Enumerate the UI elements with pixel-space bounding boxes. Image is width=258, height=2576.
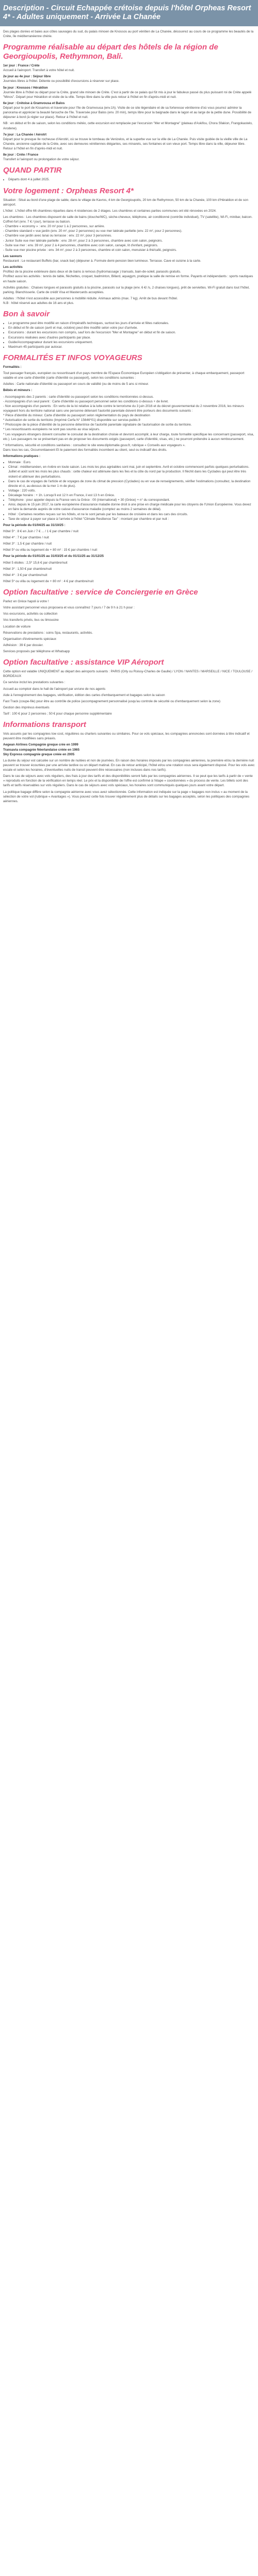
tax-line: Hôtel 3* : 1,5 € par chambre / nuit	[3, 542, 52, 546]
list-item: • Téléphone : pour appeler depuis la France vers la Grèce : 00 (international) + 30 (Grèce) + n° du correspondant.	[8, 498, 255, 502]
transport-intro: Vols assurés par les compagnies low cost, régulières ou charters suivantes ou similaires. Pour ce vols spéciaux, les compagnies annoncées sont données à titre indicatif et peuvent être modifiées sans préavis.	[3, 732, 250, 741]
list-item: • Excursions : durant les excursions non compris, sauf lors de l'excursion "Mer et Montagne" en début et fin de saison.	[8, 330, 255, 335]
tax-period-2: Pour la période du 01/01/25 au 31/03/25 et du 01/11/25 au 31/12/25	[3, 554, 104, 558]
hotel-description: L'hôtel : L'hôtel offre 66 chambres réparties dans 4 résidences de 2 étages. Les chambres et certaines parties communes ont été rénovées en 2024.	[3, 209, 217, 213]
day-6	[3, 101, 255, 120]
list-item: Tarif : 100 € pour 2 personnes ; 50 € pour chaque personne supplémentaire	[3, 712, 112, 716]
page	[0, 0, 258, 805]
transport-regular-flights: Dans le cas de séjours avec vols réguliers, des frais à jour des tarifs et des disponibilités seront faits par les compagnies aériennes. Il se peut que les tarifs à partir de « vente » reproduits en fonction de la vérification en temps réel. Le prix et la disponibilité de l'offre est confirmé à l'étape « coordonnées » du process de vente. Les billets sont des tarifs et tarifs réservables sur vols réguliers. Dans le cas de séjours avec vols spéciaux, les horaires sont communiqués quelques jours avant votre départ.	[3, 774, 253, 788]
when-heading: QUAND PARTIR	[3, 166, 62, 175]
list-item: Vos transferts privés, bus ou limousine	[3, 618, 59, 622]
list-item: • Maximum 45 participants par autocar.	[8, 345, 255, 349]
list-item: • Excursions réalisées avec d'autres participants par place.	[8, 335, 255, 340]
formalities-intro: Tout passager français, européen ou ressortissant d'un pays membre de l'Espace Économique Européen s'obligation de présenter, à chaque embarquement, passeport valable et une carte d'identité (carte d'identité ou passeport), selon les conditions suivantes :	[3, 371, 245, 380]
formalities-adults: Adultes : Carte nationale d'identité ou passeport en cours de validité (ou de moins de 5 ans si mineur.	[3, 382, 149, 386]
hotel-activities	[3, 265, 255, 284]
list-item: Organisation d'événements spéciaux	[3, 637, 57, 641]
main-content	[0, 29, 258, 804]
day-text: Départ pour le port de Kissamos et traversée pour l'île de Gramvousa (env.1h). Visite de ce site légendaire et de sa forteresse vénitienne d'où vous pourrez admirer la panorama et apprécier la beauté farouche de l'île. Traversée pour Balos (env. 20 min), temps libre pour la baignade dans le lagon et au large de la petite dune. Possibilité de déjeuner à bord (à régler sur place). Retour à l'hôtel et nuit.	[3, 106, 251, 120]
tax-line: Hôtel 5 étoiles : 2,5* 15,6 € par chambre/nuit	[3, 561, 68, 565]
formalities-heading: FORMALITÉS ET INFOS VOYAGEURS	[3, 353, 142, 362]
day-8	[3, 152, 255, 162]
transport-companies: Aegean Airlines Compagnie greque crée en 1999 Transavia compagnie Néerlandaise créée en 1965 Sky Express compagnie greque créée en 2005	[3, 743, 80, 756]
practical-info-list	[3, 460, 255, 521]
list-item: • Guide/Accompagnateur durant les excursions uniquement.	[8, 340, 255, 345]
list-item: • Ainsi, depuis le 15 juin 2017, la carte européenne d'assurance maladie donne droit à une prise en charge médicale pour les citoyens de l'Union Européenne. Vous devez en faire la demande auprès de votre caisse d'assurance maladie (comptez au moins 2 semaines de délai).	[8, 502, 255, 512]
list-item: • Hôtel : Certaines recettes reçues sur les hôtels, et ne le sont jamais par les bateaux de croisière et dans les cars des circuits.	[8, 512, 255, 517]
hotel-situation: Situation : Situé au bord d'une plage de sable, dans le village de Kavros, 4 km de Georgioupolis, 20 km de Rethymnon, 50 km de la Chanée, 100 km d'Héraklion et de son aéroport.	[3, 198, 248, 207]
leisure-title: Les saveurs	[3, 254, 22, 258]
tax-period-1: Pour la période du 01/04/25 au 31/10/25 :	[3, 523, 66, 527]
hotel-heading: Votre logement : Orpheas Resort 4*	[3, 186, 134, 195]
day-6-note	[3, 121, 255, 130]
day-title: 6e jour : Crétoise à Gramvousa et Balos	[3, 101, 65, 105]
day-text: Départ pour le presque Ile rocheuse d'Akrotiri, où se trouve le tombeau de Venizelos, et la superbe vue sur la ville de La Chanée. Puis visite guidée de la vieille ville de La Chanée, ancienne capitale de la Crète, avec ses demeures vénitiennes élégantes, ses minarets, ses fontaines et son vieux port. Temps libre dans la ville, déjeuner libre. Retour à l'hôtel en fin d'après-midi et nuit.	[3, 137, 248, 151]
formalities-title: Formalités :	[3, 365, 22, 369]
list-item: Aide à l'enregistrement des bagages, vérification, édition des cartes d'embarquement et bagages selon la saison	[3, 693, 165, 697]
practical-info-title: Informations pratiques :	[3, 454, 41, 459]
intro-text: Des plages dorées et baies aux côtes sauvages du sud, du palais minoen de Knossos au port vénitien de La Chanée, découvrez au cours de ce programme les beautés de la Crète, île méditerranéenne chérie.	[3, 29, 254, 38]
list-item: Vos excursions, activités ou collection	[3, 612, 58, 616]
list-item: • Dans le cas de voyages de l'article et de voyages de zone du climat de pression (Cyclades) ou en vue de renseignements, vérifier l'estimations (consultez, la destination directe et ci, au-dessus de la mer 1 m de plus).	[8, 479, 255, 488]
day-7	[3, 132, 255, 151]
activities-text: Profitez de la piscine extérieure dans deux et de bains à remous (hydromassage ) transats, bain-de-soleil, parasols gratuits. Profitez aussi les activités : tennis de table, fléchettes, croquet, badminton, Billard, aquagym, pratique la salle de remise en forme. Payants et indépendants : sports nautiques en haute saison.	[3, 270, 253, 283]
day-text: Journée libre à l'hôtel ou départ pour la Crète, grand site minoen de Crète. C'est à partir de ce palais qui fût mis à jour le fabuleux passé du plus puissant roi de Crète appelé "Minos". Départ pour Héraklion et visite de la ville. Temps libre dans la ville puis retour à l'hôtel en fin d'après-midi et nuit.	[3, 90, 252, 99]
concierge-text: Votre assistant personnel vous proposera et vous connaîtrez 7 jours / 7 de 9 h à 21 h pour :	[3, 606, 135, 610]
formalities-info: * Informations, sécurité et conditions sanitaires : consultez le site www.diplomatie.gouv.fr, rubrique « Conseils aux voyageurs ». Dans tous les cas, Occurrentiaevent Et le paiement des formalités incombent au client, seul ou indicatif des droits.	[3, 443, 186, 452]
hotel-services: Activités gratuites : Chaises longues et parasols gratuits à la piscine, parasols sur la plage (env. 6 €/ /s, 2 chaises longues), prêt de serviettes. Wi-Fi gratuit dans tout l'hôtel, parking. Blanchisserie. Carte de crédit Visa et Mastercards acceptées.	[3, 285, 250, 294]
list-item: • Départs dont 4 à juillet 2025.	[8, 177, 255, 182]
day-title: 7e jour : La Chanée / Aérotrt	[3, 132, 47, 137]
formalities-minors: - Accompagnés des 2 parents : carte d'identité ou passeport selon les conditions mentionnées ci-dessus. - Accompagnés d'un seul parent : Carte d'identité ou passeport personnel selon les conditions ci-dessus + de livret. - Non accompagnés d'un parents : En vertu de la loi relative à la lutte contre le terrorisme du 3 juin 2016 et du décret gouvernemental du 2 novembre 2016, les mineurs voyageant hors du territoire national sans une personne détenant l'autorité parentale doivent être porteurs des documents suivants : * Pièce d'identité du mineur. Carte d'identité ou passeport selon réglementation du pays de destination * Autorisation de sortie du territoire (Imprimé Cerfa N° 15646*01) disponible sur service-public.fr * Photocopie de la pièce d'identité de la personne détentrice de l'autorité parentale signataire de l'autorisation de sortie du territoire. * Les ressortissants européens ne sont pas soumis au visa séjours. * Les voyageurs étrangers doivent consulter le consulat de la destination choisie et devront accomplir, à leur charge, toute formalité spécifique les concernant (passeport, visa, etc.). Les passagers ne se présentant pas en de proposer les documents exigés (passeport, carte d'identité, visas, etc.) ne pourront prétendre à aucun remboursement.	[3, 395, 254, 441]
day-title: 1er jour : France / Crète	[3, 64, 40, 68]
tax-line: Hôtel 3* : 1,50 € par chambre/nuit	[3, 567, 52, 571]
when-list	[3, 177, 255, 182]
day-text: NB : en début et fin de saison, selon les conditions météo, cette excursion est remplacée par l'excursion "Mer et Montagne" (plateau d'Askifou, Chora Sfakion, Frangokastelo, Arodene).	[3, 122, 253, 130]
transport-heading: Informations transport	[3, 720, 86, 730]
vip-heading: Option facultative : assistance VIP Aéroport	[3, 658, 164, 667]
list-item: Réservations de prestations : soins Spa, restaurants, activités.	[3, 631, 93, 635]
list-item: Fast Track (coupe-file) pour être au contrôle de police (accompagnement personnalisé jusqu'au controle de sécurité ou d'embarquement selon la zone)	[3, 699, 221, 703]
activities-title: Les activités	[3, 265, 23, 269]
vip-airports: Cette option est valable UNIQUEMENT au départ des aéroports suivants : PARIS (Orly ou Roissy-Charles de Gaulle) / LYON / NANTES / MARSEILLE / NICE / TOULOUSE / BORDEAUX	[3, 670, 253, 679]
transport-duration: La durée du séjour est calculée sur un nombre de nuitées et non de journées. En raison des horaires imposés par les compagnies aériennes, la première et/ou la dernière nuit peuvent se trouver écourtées par une arrivée tardive ou un départ matinal. En cas de retour anticipé, l'hôtel et/ou une rotation vous sera également disposé. Pour les vols avec escale et selon les horaires, d'éventuelles nuits de transit peuvent être nécessaires (non incluses dans nos tarifs).	[3, 758, 255, 772]
vip-includes: Ce service inclut les prestations suivantes :	[3, 681, 66, 685]
tax-line: Hôtel 5* : 8 € en Juin / 7 € ... / 1 € par chambre / nuit	[3, 529, 78, 533]
tax-line: Hôtel 5* ou villa ou logement de + 80 m² : 4 € par chambre/nuit	[3, 579, 94, 583]
day-text: Journées libres à l'hôtel. Détente ou possibilité d'excursions à réserver sur place.	[3, 79, 120, 83]
leisure-text: Restaurant : Le restaurant Buffets (bar, snack bar) (déjeuner à. Formule demi-pension bien lumineux. Terrasse. Cave et cuisine à la carte.	[3, 259, 201, 263]
list-item: Accueil au comptoir dans le hall de l'aéroport par un/une de nos agents	[3, 687, 106, 691]
concierge-intro: Parlez en Grèce hapoli à votre !	[3, 600, 49, 604]
day-2	[3, 74, 255, 83]
hotel-rooms: Les chambres : Les chambres disposent de salle de bains (douche/WC), sèche-cheveux, téléphone, air conditionné (contrôle individuel), TV (satellite), Wi-Fi, minibar, balcon. Coffret-fort (env. 7 € / jour), terrasse ou balcon. - Chambre « economy » : env. 20 m² pour 1 à 2 personnes, sur arrière. - Chambre standard « vue jardin (env. 20 m², pour 2 personnes) ou vue mer latérale partielle (env. 22 m², pour 2 personnes). - Chambre vue jardin avec lanai ou terrasse : env. 22 m², pour 3 personnes. - Junior Suite vue mer latérale partielle : env. 28 m², pour 2 à 3 personnes, chambre avec coin salon, peignoirs. - Suite vue mer : env. 39 m², pour 2 à 4 personnes, chambre avec coin salon, canapé, lit d'enfant, peignoirs. - Suite vue mer piscine privée : env. 34 m², pour 2 à 3 personnes, chambre et coin salon, menuisier à thé/café, peignoirs.	[3, 215, 253, 252]
concierge-heading: Option facultative : service de Conciergerie en Grèce	[3, 588, 198, 597]
tax-line: Hôtel 5* ou villa ou logement de + 80 m² : 15 € par chambre / nuit	[3, 548, 98, 552]
tax-line: Hôtel 4* : 7 € par chambre / nuit	[3, 536, 49, 540]
day-title: 2e jour au 4e jour : Séjour libre	[3, 75, 51, 79]
list-item: • Décalage horaire : + 1h. Lorsqu'il est 12 h en France, il est 13 h en Grèce.	[8, 493, 255, 498]
tax-line: Hôtel 4* : 3 € par chambre/nuit	[3, 573, 47, 577]
day-5	[3, 86, 255, 99]
page-title: Description - Circuit Echappée crétoise depuis l'hôtel Orpheas Resort 4* - Adultes uniquement - Arrivée La Chanée	[3, 4, 251, 22]
program-days	[3, 63, 255, 162]
list-item: • Climat : méditerranéen, en rivière en toute saison. Les mois les plus agréables sont mai, juin et septembre. Avril et octobre commencent parfois quelques perturbations. Juillet et août sont les mois les plus chauds : cette chaleur est atténuée dans les îles et la côte du nord par la production. Il fléchit dans les Cyclades qui peut être très violent et atténuer des perturbations.	[8, 465, 255, 479]
list-item: Gestion des imprévus éventuels	[3, 705, 50, 709]
hotel-adult-note: Adultes : l'hôtel n'est accessible aux personnes à mobilité réduite. Animaux admis (max. 7 kg). Arrêt de bus devant l'hôtel. N.B : hôtel réservé aux adultes de 16 ans et plus.	[3, 296, 178, 306]
good-to-know-list	[3, 321, 255, 349]
title-banner	[0, 0, 258, 26]
day-title: 8e jour : Crète / France	[3, 153, 39, 157]
list-item: • Le programme peut être modifié en raison d'impératifs techniques, surtout les jours d'arrivée et fêtes nationales.	[8, 321, 255, 326]
list-item: Location de voiture	[3, 624, 31, 629]
list-item: • Taxe de séjour à payer sur place à l'arrivée à l'hôtel "Climate Resilience Tax" : montant par chambre et par nuit :	[8, 517, 255, 521]
program-heading: Programme réalisable au départ des hôtels de la région de Georgioupolis, Rethymnon, Bali.	[3, 43, 218, 61]
list-item: Services proposés par téléphone et Whatsapp	[3, 650, 70, 654]
formalities-minors-title: Bébés et mineurs :	[3, 388, 33, 393]
hotel-leisure	[3, 254, 255, 263]
day-1	[3, 63, 255, 73]
day-title: 5e jour : Knossos / Héraklion	[3, 86, 48, 90]
day-text: Transfert à l'aéroport ou prolongation de votre séjour.	[3, 158, 79, 162]
list-item: • Voltage : 220 volts.	[8, 488, 255, 493]
list-item: Adhésion : 39 € par dossier.	[3, 643, 44, 647]
transport-baggage: La politique bagage diffère selon la compagnie aérienne avec vous avez sélectionnée. Cette information est indiquée sur la page « bagages non inclus » au moment de la sélection de votre vol (rubrique « Avantages »). Vous pouvez cette fois trouver régulièrement plus de détails sur les bagages acceptés, selon les politiques des compagnies aériennes.	[3, 790, 250, 803]
list-item: • En début et fin de saison (avril et mai, octobre) peut être modifié selon votre jour d'arrivée.	[8, 326, 255, 330]
day-text: Accueil à l'aéroport. Transfert à votre hôtel et nuit.	[3, 69, 75, 73]
list-item: • Monnaie : Euro.	[8, 460, 255, 465]
good-to-know-heading: Bon à savoir	[3, 310, 50, 319]
